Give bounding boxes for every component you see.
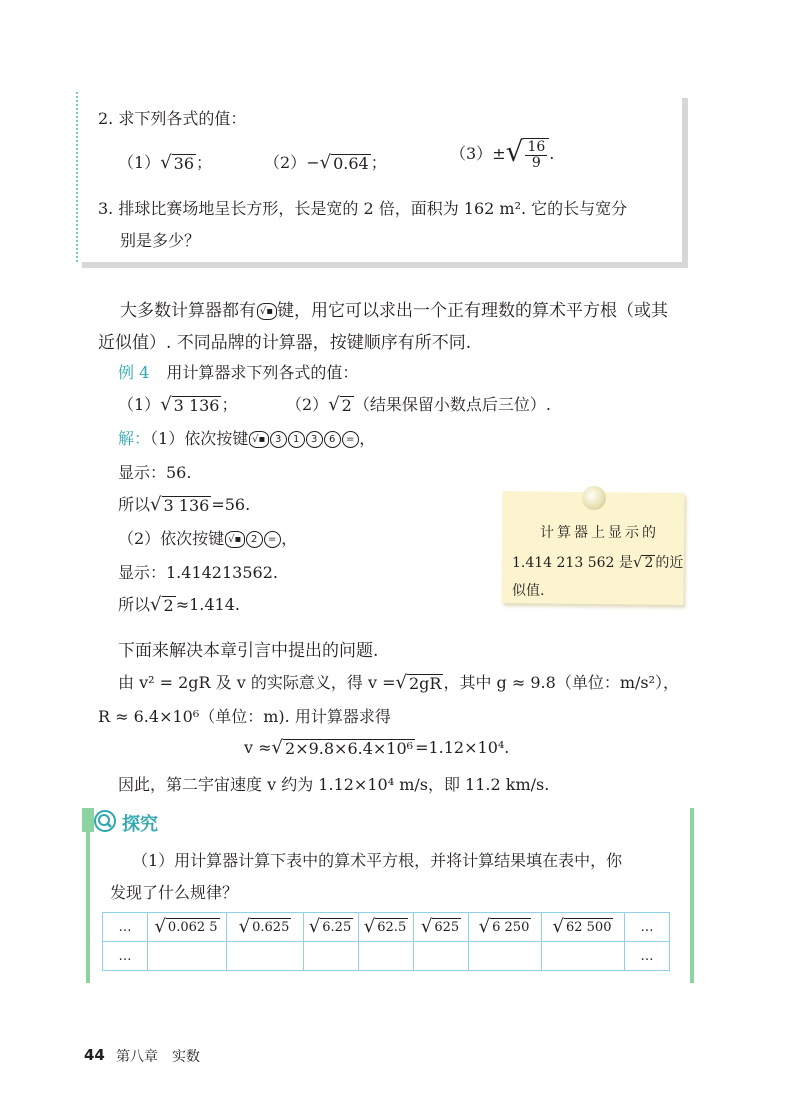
- result-1: 所以 √ 3 136 =56.: [118, 494, 251, 515]
- intro-line-2: 近似值）. 不同品牌的计算器，按键顺序有所不同.: [98, 333, 472, 353]
- exercise-q3-line-1: 3. 排球比赛场地呈长方形，长是宽的 2 倍，面积为 162 m². 它的长与宽分: [98, 199, 628, 218]
- table-cell-empty[interactable]: [227, 942, 304, 971]
- physics-line-5: 因此，第二宇宙速度 v 约为 1.12×10⁴ m/s，即 11.2 km/s.: [118, 775, 550, 794]
- exercise-q3-line-2: 别是多少？: [120, 231, 201, 250]
- solution-label: 解：: [118, 429, 151, 448]
- display-2: 显示：1.414213562.: [118, 563, 278, 582]
- example-item-1: （1） √ 3 136 ；: [118, 394, 238, 415]
- explore-magnifier-icon: [94, 810, 116, 832]
- sqrt-key-icon: √▪: [225, 531, 245, 548]
- table-cell-empty[interactable]: [304, 942, 359, 971]
- note-line-3: 似值.: [512, 583, 545, 599]
- page-number: 44: [84, 1046, 105, 1064]
- solution-step-1: 解：（1）依次按键 √▪ 3 1 3 6 = ，: [118, 429, 376, 448]
- exercise-q2-title: 2. 求下列各式的值：: [98, 109, 247, 128]
- intro-line-1: 大多数计算器都有 √▪ 键，用它可以求出一个正有理数的算术平方根（或其: [120, 301, 668, 321]
- explore-title: 探究: [122, 814, 158, 835]
- key-equals: =: [342, 431, 359, 448]
- example-title: 用计算器求下列各式的值：: [166, 363, 359, 382]
- pushpin-icon: [582, 486, 606, 510]
- explore-line-1: （1）用计算器计算下表中的算术平方根，并将计算结果填在表中，你: [132, 851, 623, 870]
- exercise-q2-item-1: （1） √ 36 ；: [118, 152, 213, 173]
- table-cell-empty[interactable]: [414, 942, 469, 971]
- table-cell: √ 62 500: [542, 913, 625, 942]
- key-3b: 3: [306, 431, 323, 448]
- table-cell-empty[interactable]: [469, 942, 542, 971]
- sqrt-key-icon: √▪: [257, 303, 277, 320]
- table-cell: …: [103, 913, 148, 942]
- table-cell-empty[interactable]: [148, 942, 227, 971]
- sqrt-key-icon: √▪: [249, 431, 269, 448]
- exercise-q2-item-2: （2）− √ 0.64 ；: [264, 152, 387, 173]
- physics-line-3: R ≈ 6.4×10⁶（单位：m). 用计算器求得: [98, 707, 391, 726]
- chapter-label: 第八章 实数: [116, 1049, 200, 1065]
- key-2: 2: [246, 531, 263, 548]
- table-cell-empty[interactable]: [359, 942, 414, 971]
- physics-equation: v ≈ √ 2×9.8×6.4×10⁶ =1.12×10⁴.: [244, 737, 510, 758]
- table-cell: …: [625, 913, 670, 942]
- table-row: [103, 913, 670, 942]
- note-line-1: 计算器上显示的: [540, 525, 659, 541]
- table-cell: √ 6.25: [304, 913, 359, 942]
- table-cell: √ 625: [414, 913, 469, 942]
- display-1: 显示：56.: [118, 463, 192, 482]
- physics-line-1: 下面来解决本章引言中提出的问题.: [118, 641, 379, 661]
- table-row: [103, 942, 670, 971]
- explore-line-2: 发现了什么规律？: [110, 883, 239, 902]
- key-6: 6: [324, 431, 341, 448]
- table-cell: √ 6 250: [469, 913, 542, 942]
- physics-line-2: 由 v² = 2gR 及 v 的实际意义，得 v = √ 2gR ，其中 g ≈ 9.8（单位：m/s²），: [118, 672, 680, 693]
- table-cell: √ 62.5: [359, 913, 414, 942]
- note-line-2: 1.414 213 562 是 √ 2 的近: [512, 553, 684, 571]
- sqrt-table: [102, 912, 670, 971]
- key-equals: =: [264, 531, 281, 548]
- explore-accent-bar: [82, 808, 94, 832]
- table-cell: …: [625, 942, 670, 971]
- solution-step-2: （2）依次按键 √▪ 2 = ，: [118, 529, 298, 548]
- table-cell: …: [103, 942, 148, 971]
- result-2: 所以 √ 2 ≈1.414.: [118, 594, 240, 615]
- table-cell: √ 0.062 5: [148, 913, 227, 942]
- example-heading: [118, 360, 358, 383]
- table-cell: √ 0.625: [227, 913, 304, 942]
- example-label: 例 4: [118, 363, 150, 382]
- exercise-q2-item-3: （3）± √ $\frac{16}{9}$ .: [450, 135, 555, 171]
- table-cell-empty[interactable]: [542, 942, 625, 971]
- key-1: 1: [288, 431, 305, 448]
- example-item-2: （2） √ 2 （结果保留小数点后三位）.: [286, 394, 551, 415]
- key-3: 3: [270, 431, 287, 448]
